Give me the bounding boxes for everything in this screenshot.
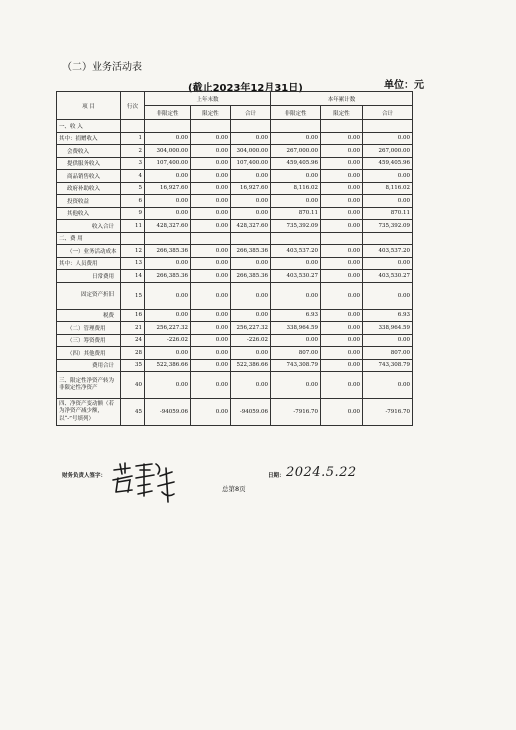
row-line-number: 35 (121, 359, 145, 372)
table-row (57, 220, 413, 233)
col-header-prior-unrestricted: 非限定性 (145, 106, 191, 120)
current-restricted-value: 0.00 (321, 282, 363, 309)
current-total-value: 0.00 (363, 257, 413, 270)
table-row (57, 120, 413, 133)
prior-total-value: 0.00 (231, 195, 271, 208)
prior-unrestricted-value: 304,000.00 (145, 145, 191, 158)
prior-total-value: -226.02 (231, 334, 271, 347)
current-restricted-value: 0.00 (321, 157, 363, 170)
col-header-current-total: 合计 (363, 106, 413, 120)
col-header-current-year: 本年累计数 (271, 92, 413, 106)
current-restricted-value: 0.00 (321, 399, 363, 426)
prior-unrestricted-value: 0.00 (145, 257, 191, 270)
col-header-line: 行次 (121, 92, 145, 120)
prior-total-value: 0.00 (231, 347, 271, 360)
current-total-value: 338,964.59 (363, 322, 413, 335)
col-header-current-restricted: 限定性 (321, 106, 363, 120)
prior-total-value: 0.00 (231, 170, 271, 183)
row-line-number: 15 (121, 282, 145, 309)
table-row (57, 232, 413, 245)
current-total-value (363, 232, 413, 245)
current-restricted-value (321, 120, 363, 133)
table-row (57, 359, 413, 372)
prior-total-value: 0.00 (231, 309, 271, 322)
prior-total-value: 266,385.36 (231, 245, 271, 258)
prior-restricted-value: 0.00 (191, 132, 231, 145)
col-header-current-unrestricted: 非限定性 (271, 106, 321, 120)
col-header-prior-total: 合计 (231, 106, 271, 120)
page-number: 总第8页 (222, 485, 246, 493)
row-item-label: 收入合计 (57, 220, 121, 233)
current-unrestricted-value: 8,116.02 (271, 182, 321, 195)
row-item-label: 商品销售收入 (57, 170, 121, 183)
col-header-item: 项 目 (57, 92, 121, 120)
prior-total-value: 107,400.00 (231, 157, 271, 170)
row-item-label: （四）其他费用 (57, 347, 121, 360)
current-restricted-value: 0.00 (321, 309, 363, 322)
current-total-value: 459,405.96 (363, 157, 413, 170)
row-line-number: 3 (121, 157, 145, 170)
prior-total-value: 304,000.00 (231, 145, 271, 158)
current-total-value: 0.00 (363, 334, 413, 347)
prior-total-value: 428,327.60 (231, 220, 271, 233)
row-item-label: 税费 (57, 309, 121, 322)
handwritten-date: 2024.5.22 (286, 465, 357, 480)
prior-unrestricted-value: 0.00 (145, 347, 191, 360)
report-period: (截止2023年12月31日) (188, 83, 303, 94)
prior-restricted-value: 0.00 (191, 220, 231, 233)
prior-total-value: 0.00 (231, 257, 271, 270)
row-line-number: 14 (121, 270, 145, 283)
current-restricted-value: 0.00 (321, 220, 363, 233)
current-unrestricted-value: 0.00 (271, 334, 321, 347)
row-item-label: 费用合计 (57, 359, 121, 372)
row-line-number: 21 (121, 322, 145, 335)
current-restricted-value: 0.00 (321, 372, 363, 399)
current-unrestricted-value: 6.93 (271, 309, 321, 322)
current-restricted-value: 0.00 (321, 195, 363, 208)
row-line-number: 4 (121, 170, 145, 183)
prior-unrestricted-value: 0.00 (145, 309, 191, 322)
prior-unrestricted-value: 0.00 (145, 282, 191, 309)
row-item-label: 固定资产折旧 (57, 282, 121, 309)
table-row (57, 195, 413, 208)
row-item-label: 其他收入 (57, 207, 121, 220)
prior-total-value: 266,385.36 (231, 270, 271, 283)
current-restricted-value: 0.00 (321, 245, 363, 258)
prior-restricted-value: 0.00 (191, 399, 231, 426)
current-restricted-value: 0.00 (321, 132, 363, 145)
prior-restricted-value: 0.00 (191, 334, 231, 347)
table-row (57, 170, 413, 183)
prior-total-value (231, 232, 271, 245)
prior-unrestricted-value: 522,386.66 (145, 359, 191, 372)
prior-total-value: 0.00 (231, 132, 271, 145)
row-item-label: 其中：捐赠收入 (57, 132, 121, 145)
table-row (57, 145, 413, 158)
table-row (57, 270, 413, 283)
table-row (57, 372, 413, 399)
prior-restricted-value: 0.00 (191, 195, 231, 208)
current-restricted-value: 0.00 (321, 359, 363, 372)
row-line-number: 16 (121, 309, 145, 322)
row-line-number: 1 (121, 132, 145, 145)
table-row (57, 132, 413, 145)
current-restricted-value: 0.00 (321, 322, 363, 335)
prior-total-value (231, 120, 271, 133)
prior-unrestricted-value: 0.00 (145, 372, 191, 399)
current-restricted-value: 0.00 (321, 145, 363, 158)
prior-restricted-value: 0.00 (191, 157, 231, 170)
prior-restricted-value: 0.00 (191, 282, 231, 309)
prior-unrestricted-value (145, 120, 191, 133)
currency-unit: 单位：元 (384, 80, 424, 91)
col-header-prior-restricted: 限定性 (191, 106, 231, 120)
row-line-number (121, 120, 145, 133)
table-row (57, 182, 413, 195)
current-restricted-value (321, 232, 363, 245)
current-unrestricted-value: 403,537.20 (271, 245, 321, 258)
current-total-value: 8,116.02 (363, 182, 413, 195)
current-restricted-value: 0.00 (321, 347, 363, 360)
current-total-value: 6.93 (363, 309, 413, 322)
current-total-value: 0.00 (363, 282, 413, 309)
signer-label: 财务负责人签字： (62, 473, 107, 479)
current-unrestricted-value (271, 120, 321, 133)
table-row (57, 399, 413, 426)
table-row (57, 157, 413, 170)
row-item-label: 投资收益 (57, 195, 121, 208)
current-unrestricted-value: 0.00 (271, 372, 321, 399)
prior-unrestricted-value: 0.00 (145, 195, 191, 208)
current-restricted-value: 0.00 (321, 207, 363, 220)
current-total-value: 870.11 (363, 207, 413, 220)
current-unrestricted-value: 0.00 (271, 195, 321, 208)
row-line-number: 6 (121, 195, 145, 208)
row-item-label: 日常费用 (57, 270, 121, 283)
prior-total-value: 16,927.60 (231, 182, 271, 195)
prior-restricted-value (191, 232, 231, 245)
prior-restricted-value: 0.00 (191, 309, 231, 322)
row-item-label: 提供服务收入 (57, 157, 121, 170)
row-item-label: 三、限定性净资产转为非限定性净资产 (57, 372, 121, 399)
section-title: （二）业务活动表 (62, 62, 142, 73)
prior-restricted-value: 0.00 (191, 207, 231, 220)
current-unrestricted-value: 870.11 (271, 207, 321, 220)
current-unrestricted-value: -7916.70 (271, 399, 321, 426)
prior-unrestricted-value: 266,385.36 (145, 270, 191, 283)
prior-total-value: 0.00 (231, 282, 271, 309)
prior-total-value: 522,386.66 (231, 359, 271, 372)
current-total-value: 0.00 (363, 372, 413, 399)
current-total-value: -7916.70 (363, 399, 413, 426)
prior-total-value: 0.00 (231, 372, 271, 399)
current-total-value: 267,000.00 (363, 145, 413, 158)
current-total-value (363, 120, 413, 133)
current-unrestricted-value: 0.00 (271, 132, 321, 145)
current-total-value: 403,530.27 (363, 270, 413, 283)
prior-unrestricted-value: 0.00 (145, 132, 191, 145)
row-line-number: 45 (121, 399, 145, 426)
row-line-number: 12 (121, 245, 145, 258)
current-unrestricted-value: 743,308.79 (271, 359, 321, 372)
row-item-label: 政府补助收入 (57, 182, 121, 195)
prior-unrestricted-value: 256,227.32 (145, 322, 191, 335)
row-item-label: 四、净资产变动额（若为净资产减少额，以“-”号填列） (57, 399, 121, 426)
row-item-label: （一）业务活动成本 (57, 245, 121, 258)
prior-unrestricted-value: 0.00 (145, 207, 191, 220)
row-item-label: （二）管理费用 (57, 322, 121, 335)
current-total-value: 403,537.20 (363, 245, 413, 258)
current-total-value: 0.00 (363, 132, 413, 145)
row-item-label: 其中：人员费用 (57, 257, 121, 270)
prior-restricted-value: 0.00 (191, 359, 231, 372)
table-row (57, 257, 413, 270)
current-total-value: 807.00 (363, 347, 413, 360)
current-unrestricted-value: 338,964.59 (271, 322, 321, 335)
current-unrestricted-value: 735,392.09 (271, 220, 321, 233)
row-line-number: 9 (121, 207, 145, 220)
row-line-number (121, 232, 145, 245)
prior-unrestricted-value: 428,327.60 (145, 220, 191, 233)
prior-total-value: 0.00 (231, 207, 271, 220)
prior-unrestricted-value: -226.02 (145, 334, 191, 347)
prior-unrestricted-value: 266,385.36 (145, 245, 191, 258)
row-line-number: 24 (121, 334, 145, 347)
current-total-value: 0.00 (363, 170, 413, 183)
current-unrestricted-value: 807.00 (271, 347, 321, 360)
prior-unrestricted-value: 16,927.60 (145, 182, 191, 195)
current-restricted-value: 0.00 (321, 182, 363, 195)
business-activity-table (56, 91, 413, 426)
row-item-label: 会费收入 (57, 145, 121, 158)
prior-total-value: -94059.06 (231, 399, 271, 426)
row-line-number: 40 (121, 372, 145, 399)
prior-restricted-value: 0.00 (191, 245, 231, 258)
prior-restricted-value: 0.00 (191, 270, 231, 283)
handwritten-signature (110, 458, 178, 506)
prior-restricted-value: 0.00 (191, 322, 231, 335)
row-item-label: 二、费 用 (57, 232, 121, 245)
prior-restricted-value: 0.00 (191, 170, 231, 183)
prior-restricted-value (191, 120, 231, 133)
table-row (57, 207, 413, 220)
current-unrestricted-value: 403,530.27 (271, 270, 321, 283)
table-row (57, 347, 413, 360)
current-restricted-value: 0.00 (321, 170, 363, 183)
current-total-value: 0.00 (363, 195, 413, 208)
date-label: 日期： (268, 473, 285, 479)
row-line-number: 11 (121, 220, 145, 233)
col-header-prior-year: 上年末数 (145, 92, 271, 106)
table-row (57, 309, 413, 322)
prior-total-value: 256,227.32 (231, 322, 271, 335)
current-total-value: 743,308.79 (363, 359, 413, 372)
row-line-number: 5 (121, 182, 145, 195)
current-unrestricted-value: 267,000.00 (271, 145, 321, 158)
current-restricted-value: 0.00 (321, 270, 363, 283)
row-line-number: 2 (121, 145, 145, 158)
prior-restricted-value: 0.00 (191, 257, 231, 270)
current-unrestricted-value: 0.00 (271, 282, 321, 309)
current-unrestricted-value: 0.00 (271, 257, 321, 270)
prior-restricted-value: 0.00 (191, 145, 231, 158)
row-line-number: 28 (121, 347, 145, 360)
prior-restricted-value: 0.00 (191, 372, 231, 399)
current-unrestricted-value (271, 232, 321, 245)
current-unrestricted-value: 0.00 (271, 170, 321, 183)
prior-restricted-value: 0.00 (191, 182, 231, 195)
current-unrestricted-value: 459,405.96 (271, 157, 321, 170)
table-row (57, 245, 413, 258)
current-restricted-value: 0.00 (321, 257, 363, 270)
prior-restricted-value: 0.00 (191, 347, 231, 360)
prior-unrestricted-value: 107,400.00 (145, 157, 191, 170)
table-row (57, 334, 413, 347)
current-total-value: 735,392.09 (363, 220, 413, 233)
row-item-label: （三）筹资费用 (57, 334, 121, 347)
row-line-number: 13 (121, 257, 145, 270)
prior-unrestricted-value (145, 232, 191, 245)
current-restricted-value: 0.00 (321, 334, 363, 347)
prior-unrestricted-value: 0.00 (145, 170, 191, 183)
table-row (57, 282, 413, 309)
table-row (57, 322, 413, 335)
row-item-label: 一、收 入 (57, 120, 121, 133)
prior-unrestricted-value: -94059.06 (145, 399, 191, 426)
